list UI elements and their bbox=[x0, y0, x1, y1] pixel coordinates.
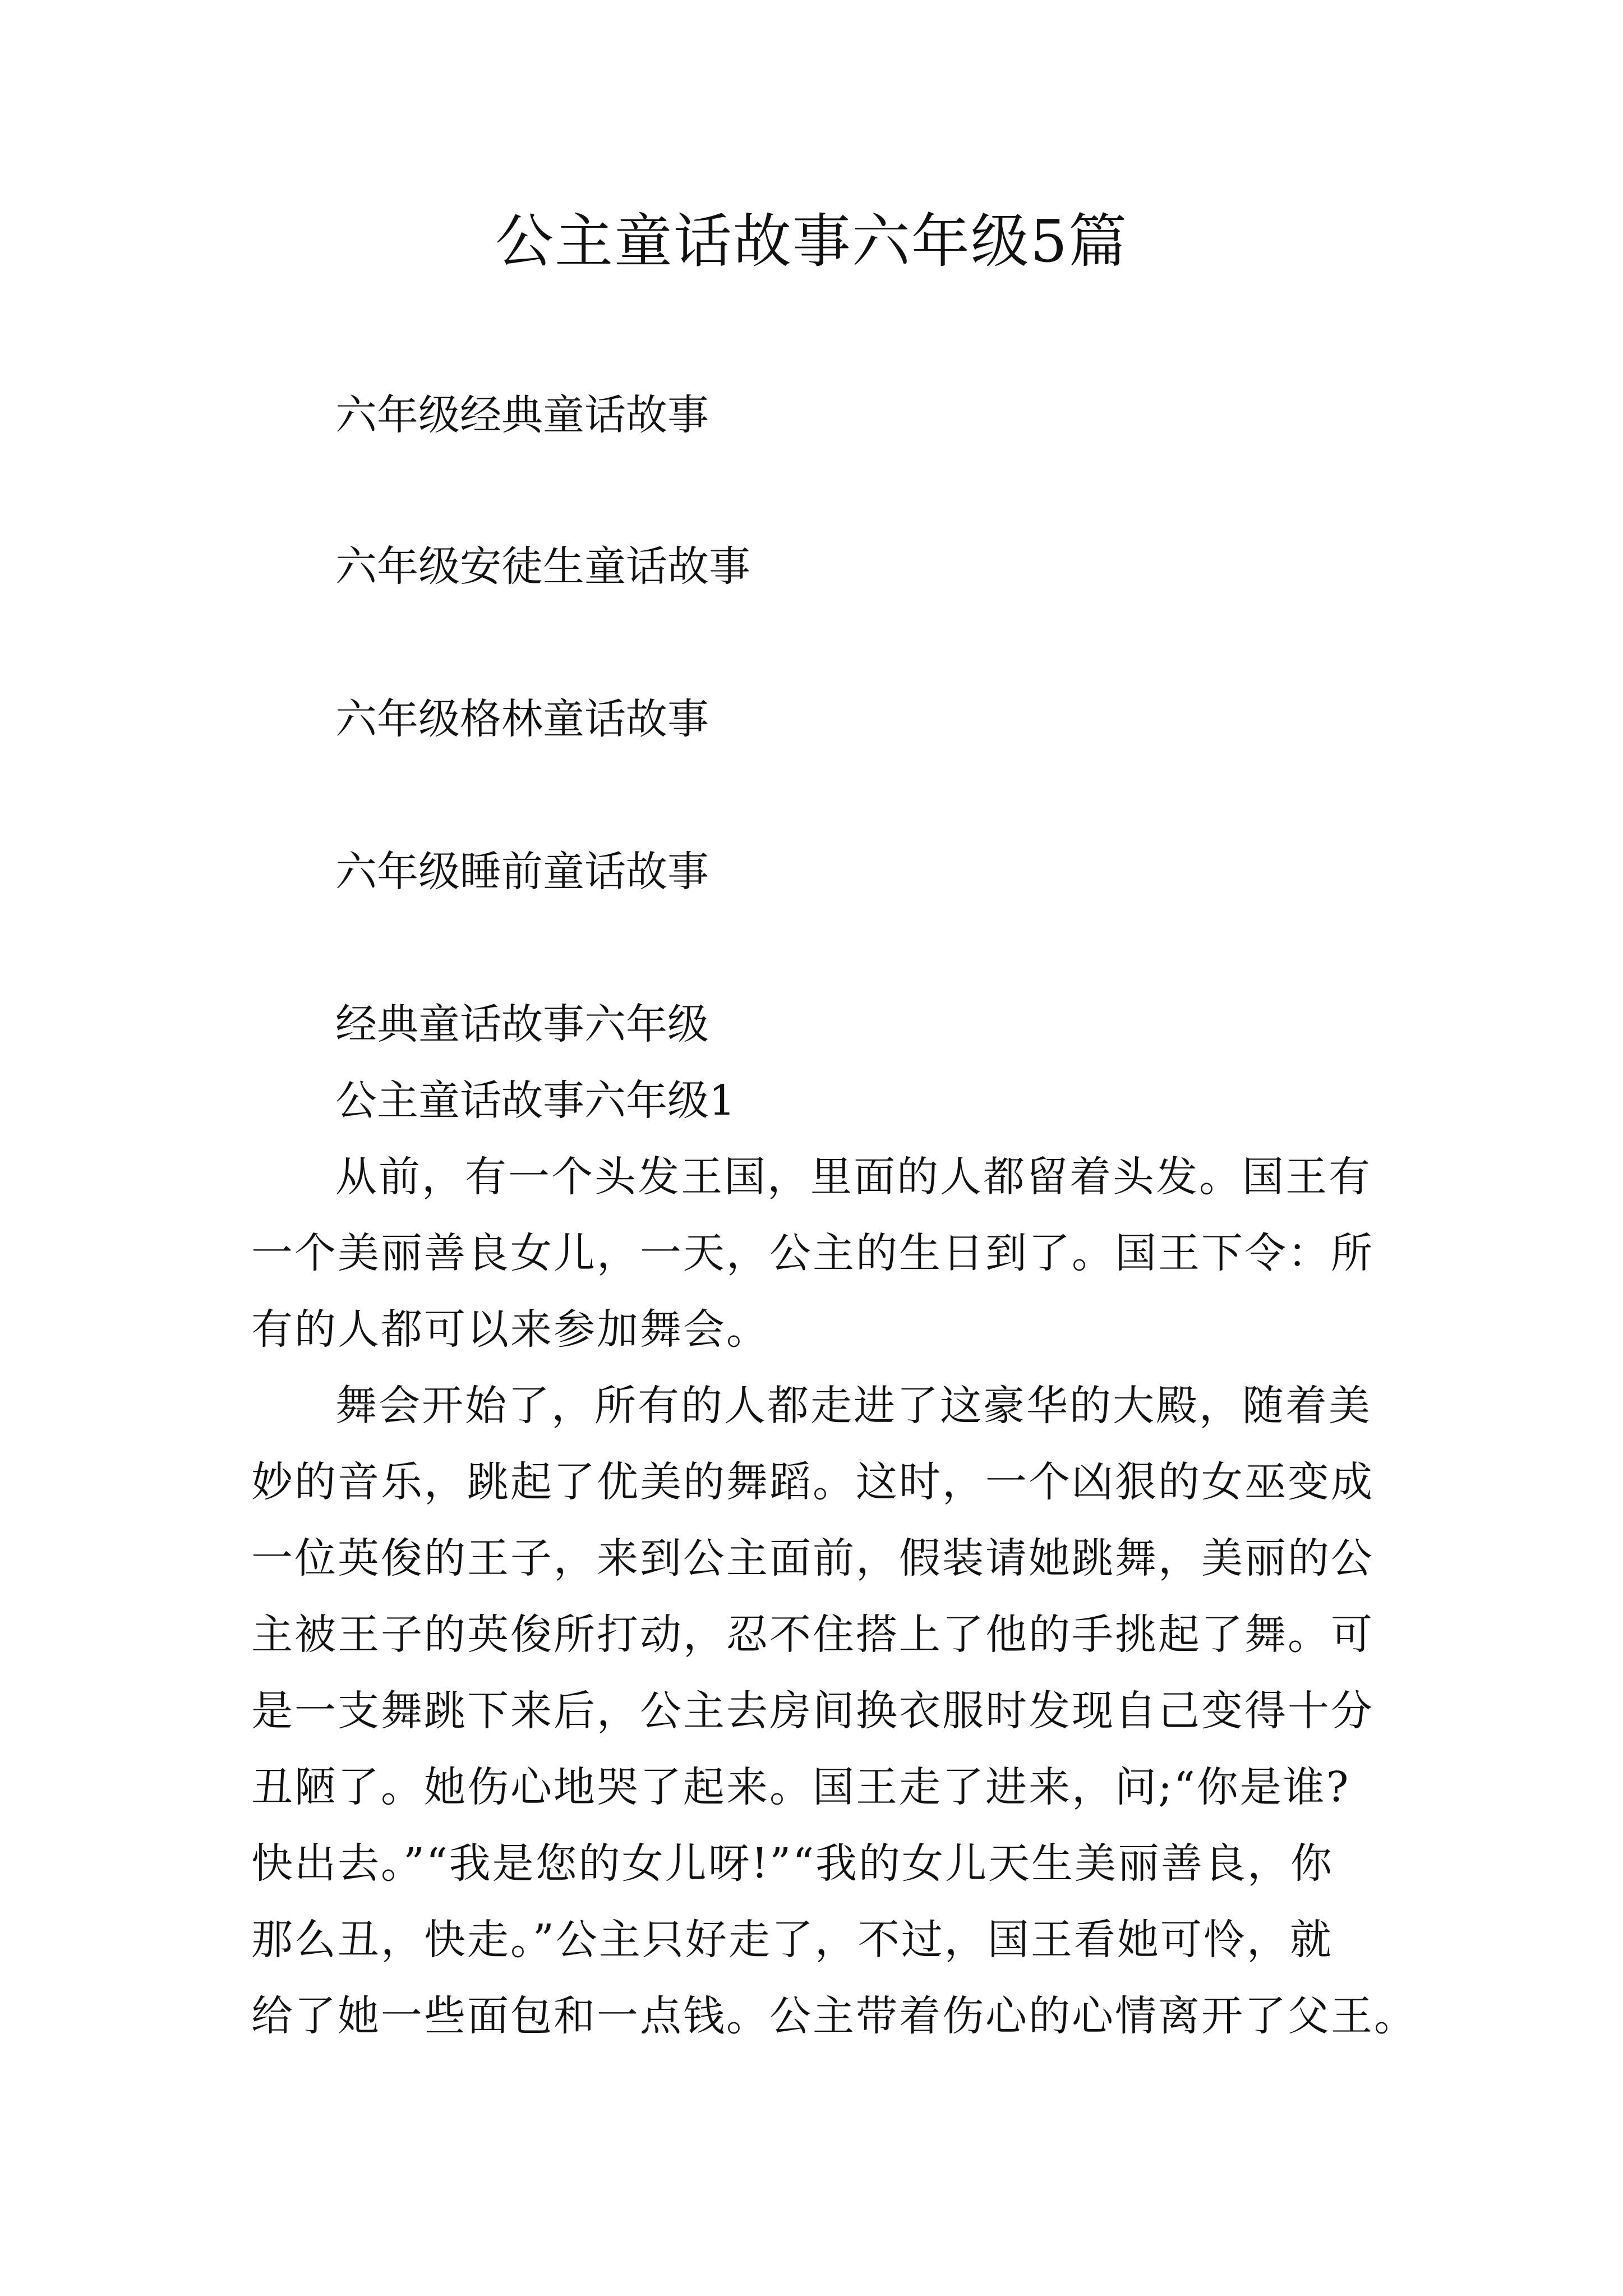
body-line: 有的人都可以来参加舞会。 bbox=[251, 1305, 769, 1354]
body-line: 舞会开始了，所有的人都走进了这豪华的大殿，随着美 bbox=[335, 1382, 1372, 1430]
toc-item-3: 六年级格林童话故事 bbox=[335, 695, 709, 743]
toc-item-2: 六年级安徒生童话故事 bbox=[335, 542, 750, 591]
toc-item-5: 经典童话故事六年级 bbox=[335, 1000, 709, 1048]
body-line: 那么丑，快走。”公主只好走了，不过，国王看她可怜，就 bbox=[251, 1916, 1333, 1964]
toc-item-4: 六年级睡前童话故事 bbox=[335, 848, 709, 896]
body-line: 主被王子的英俊所打动，忍不住搭上了他的手挑起了舞。可 bbox=[251, 1611, 1374, 1659]
document-title: 公主童话故事六年级5篇 bbox=[495, 207, 1128, 275]
body-line: 给了她一些面包和一点钱。公主带着伤心的心情离开了父王。 bbox=[251, 1992, 1417, 2040]
body-line: 是一支舞跳下来后，公主去房间换衣服时发现自己变得十分 bbox=[251, 1687, 1374, 1735]
body-line: 从前，有一个头发王国，里面的人都留着头发。国王有 bbox=[335, 1153, 1372, 1201]
body-line: 一位英俊的王子，来到公主面前，假装请她跳舞，美丽的公 bbox=[251, 1534, 1374, 1582]
section-heading: 公主童话故事六年级1 bbox=[335, 1076, 736, 1125]
body-line: 快出去。”“我是您的女儿呀!”“我的女儿天生美丽善良，你 bbox=[251, 1839, 1334, 1888]
body-line: 妙的音乐，跳起了优美的舞蹈。这时，一个凶狠的女巫变成 bbox=[251, 1458, 1374, 1506]
body-line: 丑陋了。她伤心地哭了起来。国王走了进来，问;“你是谁? bbox=[251, 1763, 1350, 1811]
toc-item-1: 六年级经典童话故事 bbox=[335, 391, 709, 439]
body-line: 一个美丽善良女儿，一天，公主的生日到了。国王下令：所 bbox=[251, 1229, 1374, 1277]
